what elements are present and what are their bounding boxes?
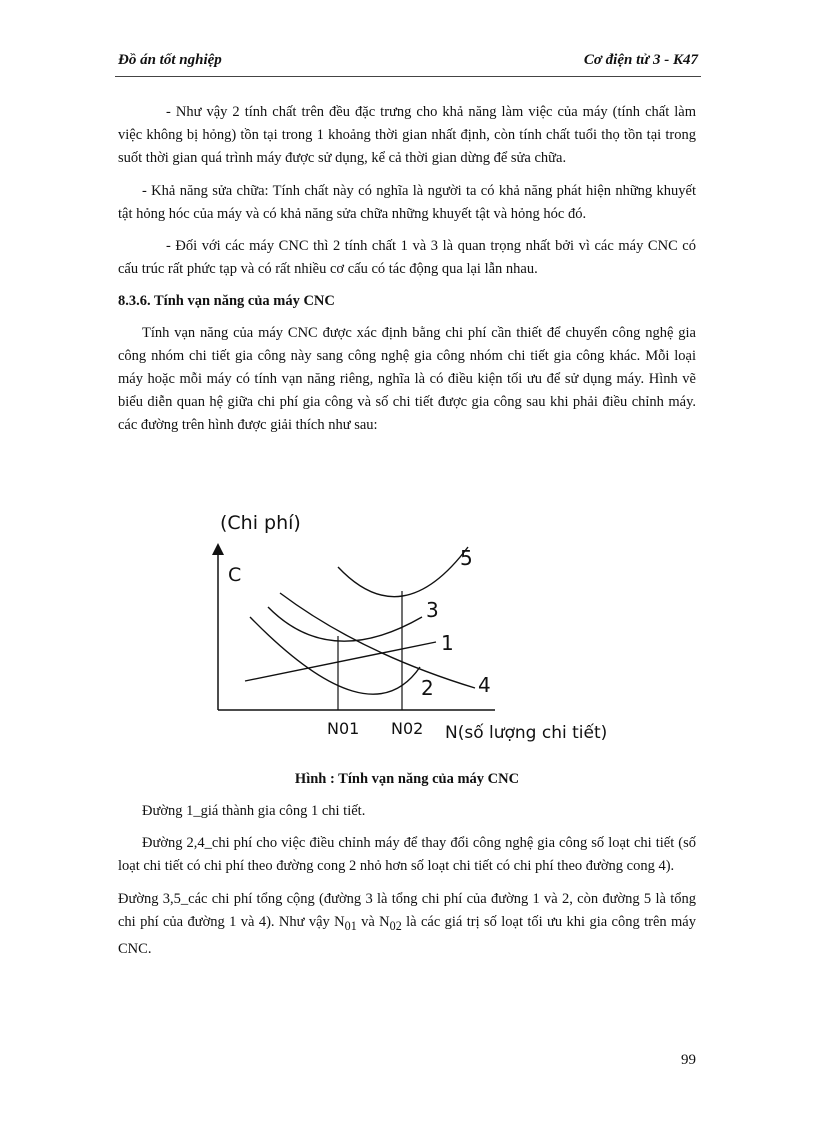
explanations [118,800,696,970]
header-title-left: Đồ án tốt nghiệp [118,52,222,68]
paragraph-2: - Khả năng sửa chữa: Tính chất này có nghĩa là người ta có khả năng phát hiện những khuyết tật hỏng hóc của máy và có khả năng sửa chữa những khuyết tật và hỏng hóc đó. [118,182,696,222]
explanation-3-end: là các giá trị số loạt tối ưu khi gia công trên máy CNC. [118,913,696,957]
paragraph-3: - Đối với các máy CNC thì 2 tính chất 1 và 3 là quan trọng nhất bởi vì các máy CNC có cấu trúc rất phức tạp và có rất nhiều cơ cấu có tác động qua lại lẫn nhau. [118,238,696,278]
tick-n01: N01 [327,719,360,738]
explanation-2: Đường 2,4_chi phí cho việc điều chỉnh máy để thay đổi công nghệ gia công số loạt chi tiết (số loạt chi tiết có chi phí theo đường cong 2 nhỏ hơn số loạt chi tiết có chi phí theo đường cong 4). [118,835,696,875]
tick-n02: N02 [391,719,424,738]
cost-diagram [190,505,630,750]
curve-5-label: 5 [460,546,473,570]
cost-diagram-svg [190,505,630,750]
subscript-02: 02 [389,918,402,933]
header-title-right: Cơ điện tử 3 - K47 [583,52,698,68]
figure-caption: Hình : Tính vạn năng của máy CNC [294,771,520,787]
curve-3-label: 3 [426,598,439,622]
paragraph-1: - Như vậy 2 tính chất trên đều đặc trưng cho khả năng làm việc của máy (tính chất làm việc không bị hỏng) tồn tại trong 1 khoảng thời gian nhất định, còn tính chất tuổi thọ tồn tại trong suốt thời gian quá trình máy được sử dụng, kể cả thời gian dừng để sửa chữa. [118,104,696,167]
curve-4-label: 4 [478,673,491,697]
explanation-3-text: Đường 3,5_các chi phí tổng cộng (đường 3 là tổng chi phí của đường 1 và 2, còn đường 5 là tổng chi phí của đường 1 và 4). Như vậy N [118,890,696,930]
curve-1-label: 1 [441,631,454,655]
curve-2-label: 2 [421,676,434,700]
main-text [118,101,696,447]
curve-1 [245,642,436,681]
section-heading: 8.3.6. Tính vạn năng của máy CNC [118,293,335,310]
page-number: 99 [681,1052,696,1068]
y-axis-title: (Chi phí) [220,512,301,534]
explanation-3 [118,888,696,962]
header-divider [115,76,701,77]
y-axis-symbol: C [228,564,242,586]
explanation-1: Đường 1_giá thành gia công 1 chi tiết. [142,803,366,819]
curve-5 [338,547,468,597]
x-axis-label: N(số lượng chi tiết) [445,723,608,743]
explanation-3-mid: và N [356,913,390,930]
paragraph-4: Tính vạn năng của máy CNC được xác định bằng chi phí cần thiết để chuyển công nghệ gia công nhóm chi tiết gia công này sang công nghệ gia công nhóm chi tiết gia công khác. Mỗi loại máy hoặc mỗi máy có tính vạn năng riêng, nghĩa là có điều kiện tối ưu để sử dụng máy. Hình vẽ biểu diễn quan hệ giữa chi phí gia công và số chi tiết được gia công sau khi phải điều chỉnh máy. các đường trên hình được giải thích như sau: [118,324,696,434]
subscript-01: 01 [344,918,357,933]
curve-3 [268,607,422,641]
